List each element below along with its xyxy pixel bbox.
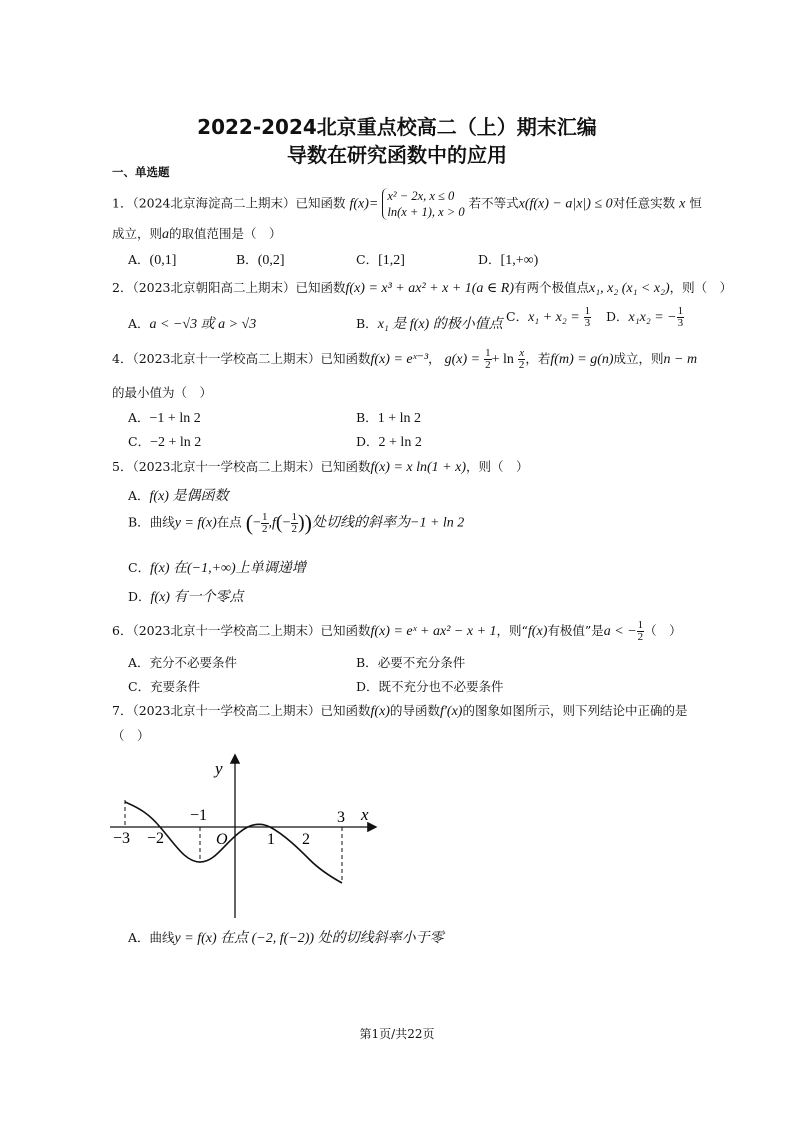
q4-line2: 的最小值为（ ）	[112, 385, 213, 400]
tick-3: 3	[337, 809, 345, 826]
origin-label: O	[216, 831, 228, 848]
q7-fpx: f′(x)	[439, 704, 463, 719]
q6-a-value: 充分不必要条件	[149, 655, 238, 670]
question-7	[112, 701, 687, 720]
q1-piecewise	[382, 188, 464, 220]
q4-prefix: 4．（2023北京十一学校高二上期末）已知函数	[112, 351, 371, 366]
q7-mid: 的导函数	[389, 703, 440, 718]
q6-option-b[interactable]: B．必要不充分条件	[356, 655, 466, 670]
q2-a-value: a < −√3 或 a > √3	[149, 317, 257, 332]
q1-piece-top: x² − 2x, x ≤ 0	[387, 189, 455, 203]
q1-line2: 成立，则	[112, 226, 163, 241]
q6-c-value: 充要条件	[150, 679, 201, 694]
q4-nm: n − m	[663, 352, 698, 367]
q4-g-frac2: $\frac{x}{2}$	[518, 347, 525, 371]
question-2	[112, 278, 732, 297]
q2-func: f(x) = x³ + ax² + x + 1(a ∈ R)	[345, 281, 515, 296]
q5-b-tail: 处切线的斜率为−1 + ln 2	[312, 515, 465, 531]
q1-a: a	[162, 227, 170, 242]
q1-option-b[interactable]: B．(0,2]	[236, 252, 285, 268]
q1-option-a[interactable]: A．(0,1]	[128, 252, 177, 268]
q1-c-value: [1,2]	[378, 253, 405, 268]
q1-x: x	[679, 196, 686, 212]
q5-prefix: 5．（2023北京十一学校高二上期末）已知函数	[112, 459, 371, 474]
question-4: 4．（2023北京十一学校高二上期末）已知函数f(x) = eˣ⁻³， g(x) = $\frac{1}{2}$ + ln $\frac{x}{2}$ ，若f(m) = g(n)成立，则n − m	[112, 347, 698, 371]
q2-c-value: x₁ + x₂ =	[528, 310, 580, 325]
question-6	[112, 620, 682, 643]
q5-option-a[interactable]: A．f(x) 是偶函数	[128, 488, 229, 504]
q7-prefix: 7．（2023北京十一学校高二上期末）已知函数	[112, 703, 371, 718]
q5-b-frac1: $\frac{1}{2}$	[262, 510, 268, 535]
q4-d-value: 2 + ln 2	[378, 435, 422, 450]
q4-cond: f(m) = g(n)	[550, 352, 614, 367]
q6-d-value: 既不充分也不必要条件	[378, 679, 504, 694]
q6-cond: a < −	[603, 624, 637, 639]
q4-option-b[interactable]: B．1 + ln 2	[356, 410, 421, 426]
y-label: y	[215, 759, 223, 778]
q1-prefix: 1．（2024北京海淀高二上期末）已知函数	[112, 195, 346, 211]
q1-b-value: (0,2]	[257, 253, 285, 268]
tick-1: 1	[267, 831, 275, 848]
q1-a-value: (0,1]	[149, 253, 177, 268]
q7-tail: 的图象如图所示，则下列结论中正确的是	[462, 703, 688, 718]
q6-fx: f(x)	[527, 624, 548, 639]
q6-option-d[interactable]: D．既不充分也不必要条件	[356, 679, 504, 694]
q6-b-value: 必要不充分条件	[377, 655, 466, 670]
q4-g: g(x) =	[444, 352, 481, 367]
q7-line2: （ ）	[112, 728, 150, 743]
q5-d-value: f(x) 有一个零点	[150, 590, 244, 605]
q4-option-c[interactable]: C．−2 + ln 2	[128, 434, 202, 450]
title-line-1: 2022-2024北京重点校高二（上）期末汇编	[197, 115, 597, 139]
q1-piece-bottom: ln(x + 1), x > 0	[387, 205, 465, 219]
q4-g-frac1: $\frac{1}{2}$	[485, 347, 491, 371]
tick-neg1: −1	[190, 807, 208, 824]
q4-option-d[interactable]: D．2 + ln 2	[356, 434, 422, 450]
q1-fx: f(x)=	[349, 196, 379, 212]
q6-mid2: 有极值”是	[547, 623, 604, 638]
q1-tail2: 恒	[689, 195, 702, 211]
tick-neg3: −3	[113, 830, 131, 847]
q7-option-a[interactable]: A．曲线y = f(x) 在点 (−2, f(−2)) 处的切线斜率小于零	[128, 930, 444, 946]
q4-b-value: 1 + ln 2	[377, 411, 421, 426]
q2-d-fraction: $\frac{1}{3}$	[677, 305, 684, 329]
q6-frac: $\frac{1}{2}$	[637, 619, 644, 643]
q6-prefix: 6．（2023北京十一学校高二上期末）已知函数	[112, 623, 371, 638]
q2-tail: ，则（ ）	[669, 280, 733, 295]
q2-points: x₁, x₂ (x₁ < x₂)	[589, 281, 670, 296]
q4-c-value: −2 + ln 2	[150, 435, 202, 450]
q6-option-a[interactable]: A．充分不必要条件	[128, 655, 238, 670]
q5-b-mid: 在点	[216, 514, 242, 530]
x-label: x	[361, 805, 369, 824]
q5-a-value: f(x) 是偶函数	[149, 489, 229, 504]
question-5	[112, 457, 529, 476]
q6-option-c[interactable]: C．充要条件	[128, 679, 201, 694]
q7-a-pre: 曲线	[149, 930, 175, 945]
q1-line2b: 的取值范围是（ ）	[169, 226, 282, 241]
q2-option-c[interactable]: C．x₁ + x₂ = $\frac{1}{3}$	[506, 305, 591, 329]
q5-b-minus1: −	[253, 515, 262, 531]
derivative-graph	[105, 750, 390, 925]
q4-a-value: −1 + ln 2	[149, 411, 201, 426]
q1-option-c[interactable]: C．[1,2]	[356, 252, 405, 268]
q4-f: f(x) = eˣ⁻³	[370, 352, 429, 367]
title-line-2: 导数在研究函数中的应用	[287, 143, 507, 167]
q6-f: f(x) = eˣ + ax² − x + 1	[370, 624, 497, 639]
q6-mid: ，则“	[496, 623, 528, 638]
q5-tail: ，则（ ）	[465, 459, 529, 474]
q1-option-d[interactable]: D．[1,+∞)	[478, 252, 539, 268]
q2-option-b[interactable]: B．x₁ 是 f(x) 的极小值点	[356, 316, 503, 332]
q4-tail: 成立，则	[613, 351, 664, 366]
q1-d-value: [1,+∞)	[500, 253, 539, 268]
question-1	[112, 188, 702, 220]
q2-option-d[interactable]: D．x₁x₂ = − $\frac{1}{3}$	[606, 305, 684, 329]
q5-b-frac2: $\frac{1}{2}$	[291, 510, 297, 535]
q5-f: f(x) = x ln(1 + x)	[370, 460, 466, 475]
question-1-line2	[112, 224, 282, 243]
q7-a-value: y = f(x) 在点 (−2, f(−2)) 处的切线斜率小于零	[174, 931, 444, 946]
q5-option-c[interactable]: C．f(x) 在(−1,+∞)上单调递增	[128, 560, 306, 576]
q4-option-a[interactable]: A．−1 + ln 2	[128, 410, 201, 426]
q1-tail: 对任意实数	[612, 195, 676, 211]
q5-b-f: ,f	[268, 515, 276, 531]
q5-c-value: f(x) 在(−1,+∞)上单调递增	[150, 561, 306, 576]
q2-d-value: x₁x₂ = −	[628, 310, 677, 325]
tick-neg2: −2	[147, 830, 165, 847]
q2-option-a[interactable]: A．a < −√3 或 a > √3	[128, 316, 257, 332]
section-heading: 一、单选题	[112, 165, 170, 179]
q4-mid: ，若	[525, 351, 551, 366]
q5-option-b[interactable]: B．曲线y = f(x)在点 (− $\frac{1}{2}$ ,f(− $\frac{1}{2}$ ))处切线的斜率为−1 + ln 2	[128, 510, 465, 535]
q6-tail: （ ）	[644, 623, 682, 638]
q2-c-fraction: $\frac{1}{3}$	[584, 305, 591, 329]
q2-prefix: 2．（2023北京朝阳高二上期末）已知函数	[112, 280, 346, 295]
q5-b-paren-right: )	[304, 510, 312, 535]
q7-fx: f(x)	[370, 704, 390, 719]
q5-b-curve: y = f(x)	[174, 515, 217, 531]
q1-ineq: x(f(x) − a|x|) ≤ 0	[518, 196, 613, 212]
q1-mid: 若不等式	[468, 195, 519, 211]
q4-g-ln: + ln	[491, 352, 514, 367]
q5-option-d[interactable]: D．f(x) 有一个零点	[128, 589, 244, 605]
q5-b-paren-left: (	[245, 510, 254, 535]
tick-2: 2	[302, 831, 310, 848]
q2-mid: 有两个极值点	[514, 280, 590, 295]
q2-b-value: x₁ 是 f(x) 的极小值点	[377, 317, 503, 332]
page-footer: 第1页/共22页	[359, 1027, 435, 1041]
q5-b-pre: 曲线	[149, 514, 175, 530]
